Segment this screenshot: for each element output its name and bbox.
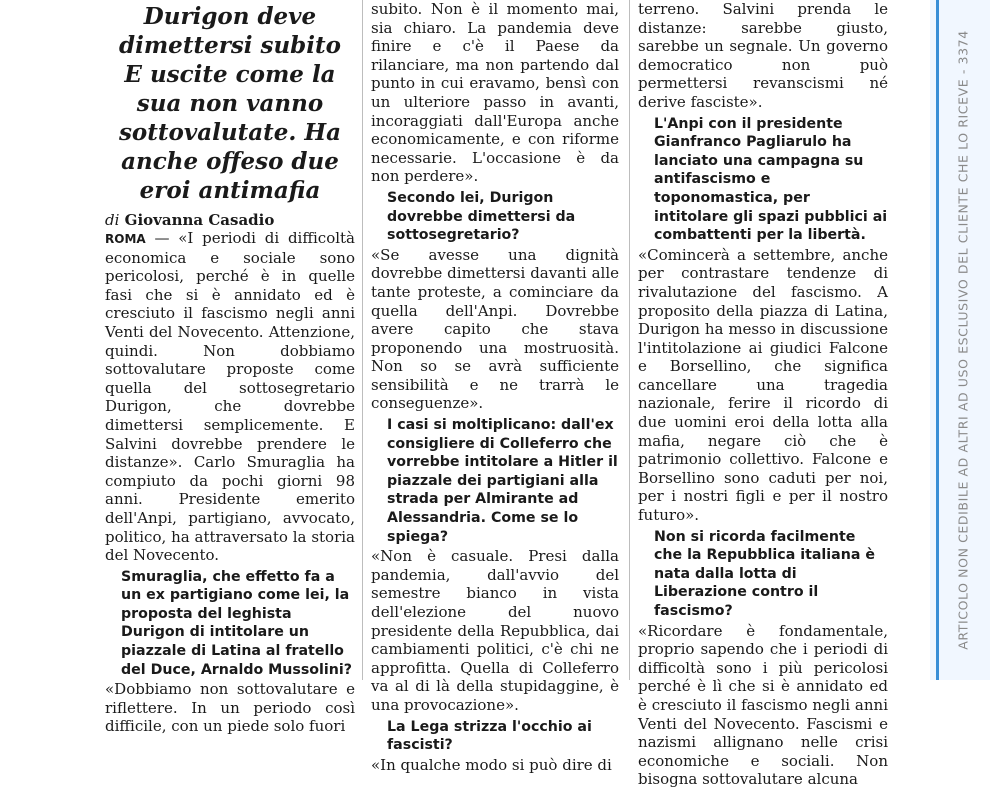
article-column-3 <box>638 0 888 789</box>
column-rule <box>629 0 630 680</box>
dateline: ROMA <box>105 232 146 246</box>
copyright-notice: ARTICOLO NON CEDIBILE AD ALTRI AD USO ESCLUSIVO DEL CLIENTE CHE LO RICEVE - 3374 <box>955 30 971 650</box>
article-subhead: Durigon deve dimettersi subito E uscite come la sua non vanno sottovalutate. Ha anche offeso due eroi antimafia <box>118 3 342 204</box>
article-column-1 <box>105 0 355 736</box>
byline <box>105 211 355 229</box>
article-column-2 <box>371 0 619 774</box>
interview-question: Secondo lei, Durigon dovrebbe dimettersi da sottosegretario? <box>387 189 576 244</box>
interview-question: La Lega strizza l'occhio ai fascisti? <box>387 718 592 754</box>
lead-paragraph <box>105 229 355 565</box>
interview-answer: «Comincerà a settembre, anche per contrastare tendenze di rivalutazione del fascismo. A proposito della piazza di Latina, Durigon ha messo in discussione l'intitolazione ai giudici Falcone e Borsellino, che significa cancellare una tragedia nazionale, ferire il ricordo di due uomini eroi della lotta alla mafia, negare ciò che è patrimonio collettivo. Falcone e Borsellino sono caduti per noi, per i nostri figli e per il nostro futuro». <box>638 245 888 525</box>
column-rule <box>362 0 363 680</box>
byline-prefix: di <box>105 211 120 229</box>
interview-answer: «Se avesse una dignità dovrebbe dimettersi davanti alle tante proteste, a cominciare da quella dell'Anpi. Dovrebbe avere capito che stava proponendo una mostruosità. Non so se avrà sufficiente sensibilità e ne trarrà le conseguenze». <box>371 245 619 413</box>
interview-question: L'Anpi con il presidente Gianfranco Pagliarulo ha lanciato una campagna su antifascismo e toponomastica, per intitolare gli spazi pubblici ai combattenti per la libertà. <box>654 115 888 244</box>
continued-answer: subito. Non è il momento mai, sia chiaro. La pandemia deve finire e c'è il Paese da rilanciare, ma non partendo dal punto in cui eravamo, bensì con un ulteriore passo in avanti, incoraggiati dall'Europa anche economicamente, e con riforme necessarie. L'occasione è da non perdere». <box>371 0 619 186</box>
interview-question: I casi si moltiplicano: dall'ex consigliere di Colleferro che vorrebbe intitolare a Hitler il piazzale dei partigiani alla strada per Almirante ad Alessandria. Come se lo spiega? <box>387 417 618 545</box>
lead-text: — «I periodi di difficoltà economica e sociale sono pericolosi, perché è in quelle fasi che si è annidato ed è cresciuto il fascismo negli anni Venti del Novecento. Attenzione, quindi. Non dobbiamo sottovalutare proposte come quella del sottosegretario Durigon, che dovrebbe dimettersi semplicemente. E Salvini dovrebbe prendere le distanze». Carlo Smuraglia ha compiuto da pochi giorni 98 anni. Presidente emerito dell'Anpi, partigiano, avvocato, politico, ha attraversato la storia del Novecento. <box>105 229 355 565</box>
rail-accent-line <box>936 0 939 680</box>
interview-question: Non si ricorda facilmente che la Repubblica italiana è nata dalla lotta di Liberazione contro il fascismo? <box>654 528 875 619</box>
interview-answer: «Dobbiamo non sottovalutare e riflettere. In un periodo così difficile, con un piede solo fuori <box>105 680 355 736</box>
byline-author: Giovanna Casadio <box>124 211 275 229</box>
interview-answer: «In qualche modo si può dire di <box>371 755 612 774</box>
interview-answer: «Ricordare è fondamentale, proprio sapendo che i periodi di difficoltà sono i più pericolosi perché è lì che si è annidato ed è cresciuto il fascismo negli anni Venti del Novecento. Fascismi e nazismi allignano nelle crisi economiche e sociali. Non bisogna sottovalutare alcuna <box>638 621 888 789</box>
interview-answer: «Non è casuale. Presi dalla pandemia, dall'avvio del semestre bianco in vista dell'elezione del nuovo presidente della Repubblica, dai cambiamenti politici, c'è chi ne approfitta. Quella di Colleferro va al di là della stupidaggine, è una provocazione». <box>371 547 619 714</box>
interview-question: Smuraglia, che effetto fa a un ex partigiano come lei, la proposta del leghista Durigon di intitolare un piazzale di Latina al fratello del Duce, Arnaldo Mussolini? <box>121 568 352 678</box>
continued-answer: terreno. Salvini prenda le distanze: sarebbe giusto, sarebbe un segnale. Un governo democratico non può permettersi revanscismi né derive fasciste». <box>638 0 888 111</box>
